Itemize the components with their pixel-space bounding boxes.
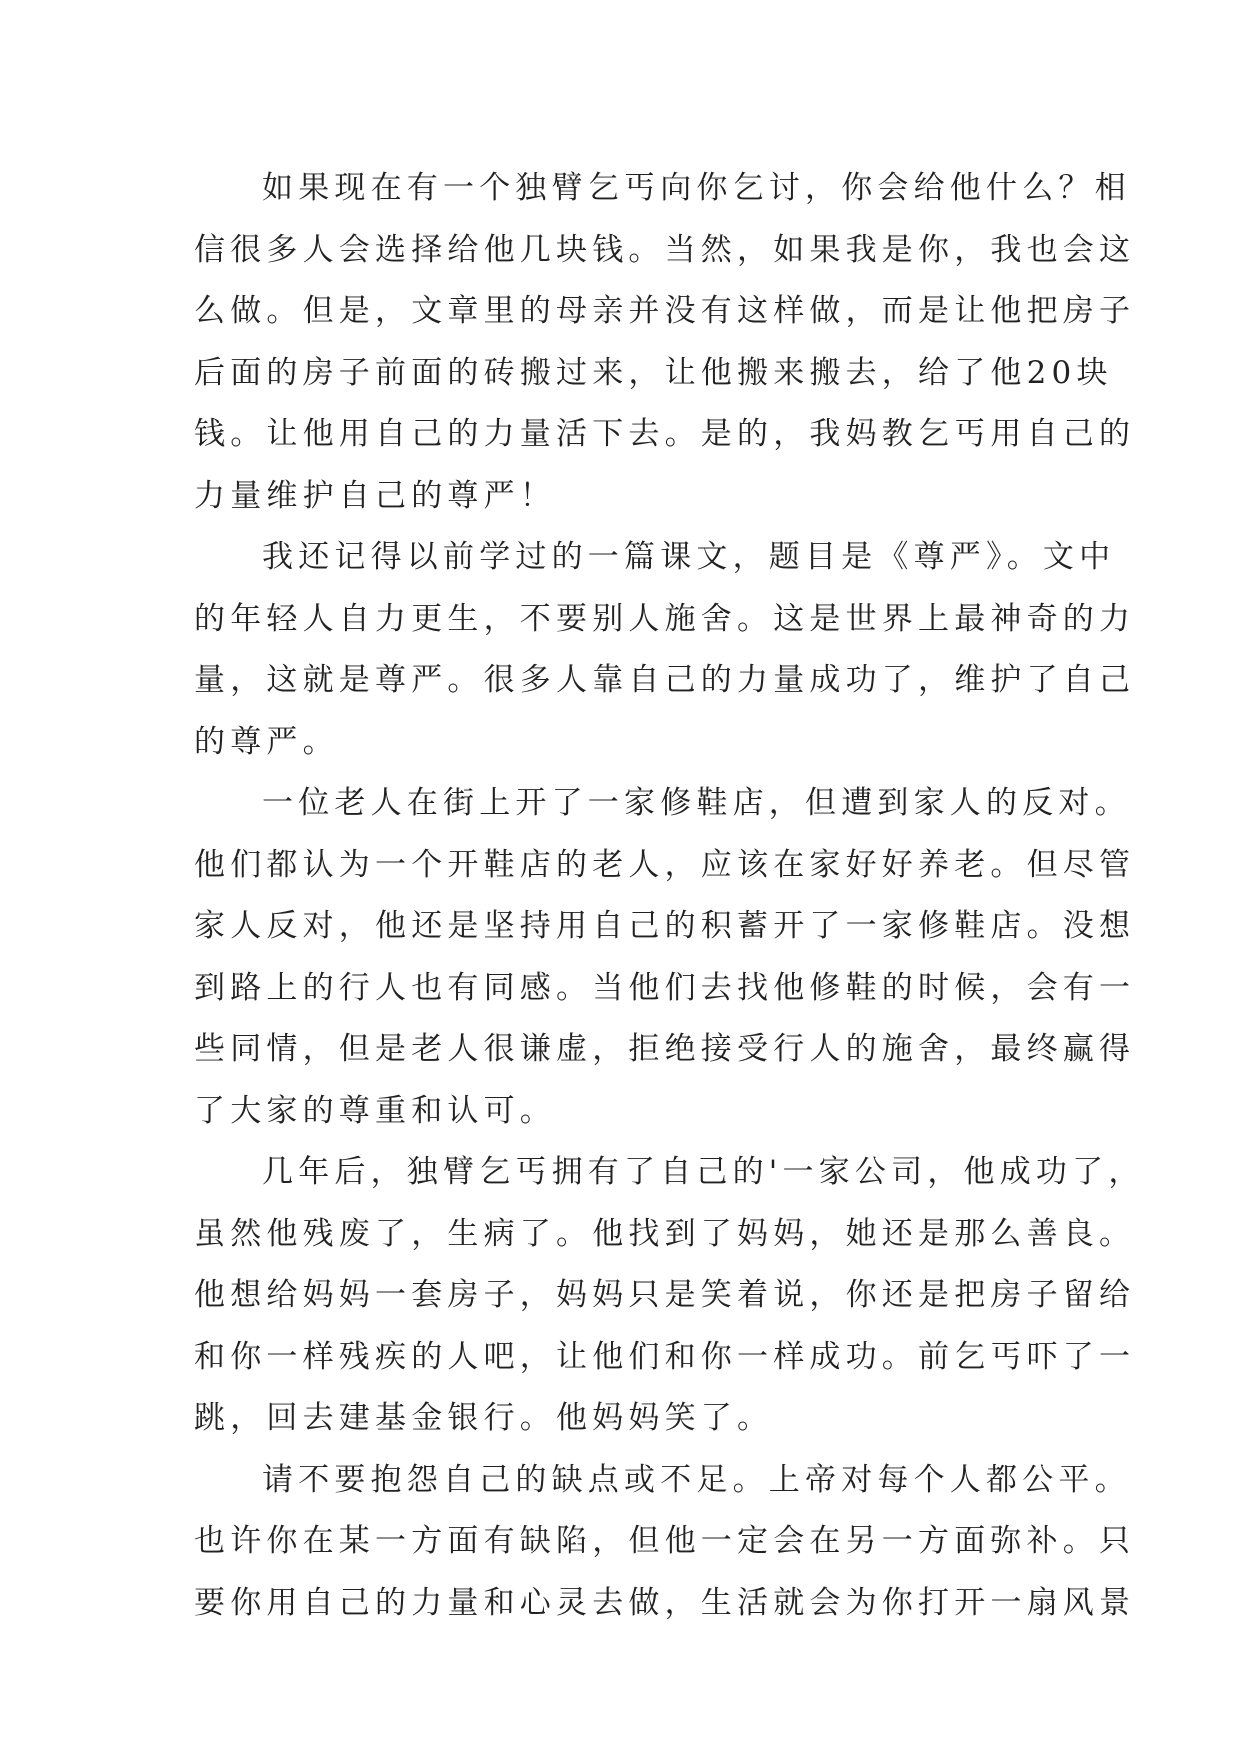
text-line: 量，这就是尊严。很多人靠自己的力量成功了，维护了自己 xyxy=(194,662,1136,698)
paragraph-2 xyxy=(194,527,1136,773)
text-line: 要你用自己的力量和心灵去做，生活就会为你打开一扇风景 xyxy=(194,1584,1136,1621)
paragraph-1 xyxy=(194,158,1136,527)
text-line: 几年后，独臂乞丐拥有了自己的'一家公司，他成功了， xyxy=(262,1154,1145,1190)
text-line: 请不要抱怨自己的缺点或不足。上帝对每个人都公平。 xyxy=(262,1461,1131,1498)
paragraph-3 xyxy=(194,773,1136,1142)
text-line: 家人反对，他还是坚持用自己的积蓄开了一家修鞋店。没想 xyxy=(194,908,1136,944)
text-line: 的年轻人自力更生，不要别人施舍。这是世界上最神奇的力 xyxy=(194,600,1136,637)
text-line: 的尊严。 xyxy=(194,723,339,760)
text-line: 些同情，但是老人很谦虚，拒绝接受行人的施舍，最终赢得 xyxy=(194,1031,1136,1067)
text-line: 了大家的尊重和认可。 xyxy=(194,1092,556,1129)
text-line: 么做。但是，文章里的母亲并没有这样做，而是让他把房子 xyxy=(194,293,1136,329)
text-line: 我还记得以前学过的一篇课文，题目是《尊严》。文中 xyxy=(262,539,1116,575)
text-line: 钱。让他用自己的力量活下去。是的，我妈教乞丐用自己的 xyxy=(194,416,1136,452)
paragraph-5 xyxy=(194,1450,1136,1635)
text-line: 后面的房子前面的砖搬过来，让他搬来搬去，给了他20块 xyxy=(194,354,1113,391)
text-line: 和你一样残疾的人吧，让他们和你一样成功。前乞丐吓了一 xyxy=(194,1338,1136,1375)
text-line: 虽然他残废了，生病了。他找到了妈妈，她还是那么善良。 xyxy=(194,1215,1136,1252)
text-line: 也许你在某一方面有缺陷，但他一定会在另一方面弥补。只 xyxy=(194,1523,1136,1559)
body-text xyxy=(194,158,1145,1634)
text-line: 如果现在有一个独臂乞丐向你乞讨，你会给他什么？相 xyxy=(262,170,1131,206)
text-line: 跳，回去建基金银行。他妈妈笑了。 xyxy=(194,1400,774,1436)
text-line: 信很多人会选择给他几块钱。当然，如果我是你，我也会这 xyxy=(194,231,1136,268)
text-line: 一位老人在街上开了一家修鞋店，但遭到家人的反对。 xyxy=(262,785,1131,821)
paragraph-4 xyxy=(194,1142,1145,1450)
text-line: 到路上的行人也有同感。当他们去找他修鞋的时候，会有一 xyxy=(194,969,1136,1006)
text-line: 力量维护自己的尊严！ xyxy=(194,477,556,514)
text-line: 他想给妈妈一套房子，妈妈只是笑着说，你还是把房子留给 xyxy=(194,1277,1136,1313)
text-line: 他们都认为一个开鞋店的老人，应该在家好好养老。但尽管 xyxy=(194,846,1136,883)
